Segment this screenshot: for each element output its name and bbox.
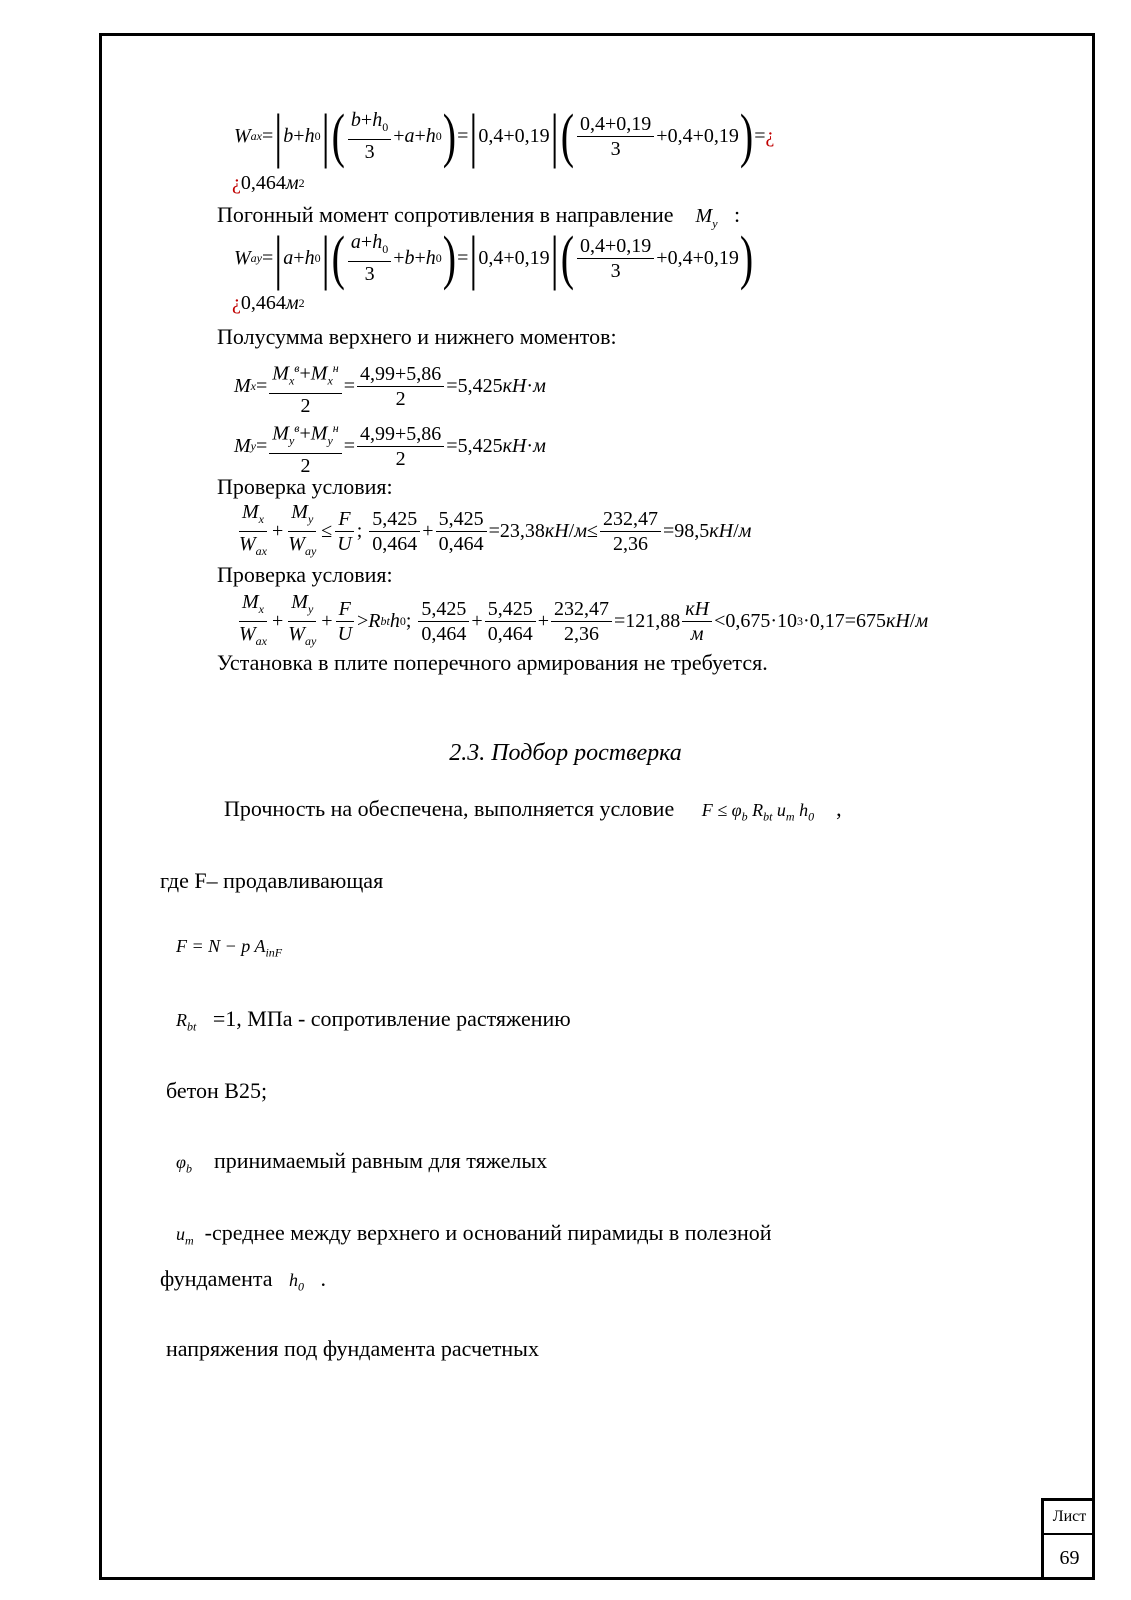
check2-text: Проверка условия:: [217, 562, 393, 587]
half-sum-text: Полусумма верхнего и нижнего моментов:: [217, 324, 617, 349]
equation-way: W ay = | a + h 0 | ( $\frac{a+h_0}{3}$ + b + h 0 ) = | 0,4+0,19 | ( $\frac{0,4+0,19}{3}$ +0,4+0,19 ): [234, 223, 754, 291]
no-reinforcement-text: Установка в плите поперечного армирования не требуется.: [217, 650, 768, 675]
sheet-label: Лист: [1044, 1501, 1095, 1535]
concrete-text: бетон В25;: [166, 1078, 268, 1103]
check1-text: Проверка условия:: [217, 474, 393, 499]
stress-text: напряжения под фундамента расчетных: [166, 1336, 539, 1361]
formula-f: F = N − p $A_{inF}$: [176, 936, 283, 960]
section-heading: 2.3. Подбор ростверка: [449, 740, 682, 766]
strength-condition-text: Прочность на обеспечена, выполняется условие $F \le \varphi_b$ $R_{bt}$ $u_m$ $h_0$ ,: [224, 796, 842, 824]
rbt-text: $R_{bt}$ =1, МПа - сопротивление растяжению: [176, 1006, 571, 1034]
equation-my: M y = $\frac{M_y^в+M_y^н}{2}$ = $\frac{4,99+5,86}{2}$ =5,425 кН · м: [234, 416, 546, 478]
where-f-text: где F– продавливающая: [160, 868, 384, 893]
moment-y-text: Погонный момент сопротивления в направление $M_y$ :: [217, 202, 741, 231]
equation-wax: W ax = | b + h 0 | ( $\frac{b+h_0}{3}$ + a + h 0 ) = | 0,4+0,19 | ( $\frac{0,4+0,19}{3}$ +0,4+0,19 ) = ¿: [234, 101, 775, 169]
equation-check1: $\frac{M_x}{W_{ax}}$ + $\frac{M_y}{W_{ay}}$ ≤ $\frac{F}{U}$ ; $\frac{5,425}{0,464}$ + $\frac{5,425}{0,464}$ =23,38 кН / м ≤ $\frac{232,47}{2,36}$ =98,5 кН / м: [239, 501, 752, 558]
equation-wax-result: ¿ 0,464 м 2: [232, 172, 305, 194]
phi-text: $\varphi_b$ принимаемый равным для тяжелых: [176, 1148, 548, 1176]
equation-check2: $\frac{M_x}{W_{ax}}$ + $\frac{M_y}{W_{ay}}$ + $\frac{F}{U}$ > R bt h 0 ; $\frac{5,425}{0,464}$ + $\frac{5,425}{0,464}$ + $\frac{232,47}{2,36}$ =121,88 $\frac{кН}{м}$ <0,675·10 3 ·0,17=675 кН / м: [239, 591, 929, 648]
equation-mx: M x = $\frac{M_x^в+M_x^н}{2}$ = $\frac{4,99+5,86}{2}$ =5,425 кН · м: [234, 356, 546, 418]
um-text: $u_m$ -среднее между верхнего и оснований пирамиды в полезной: [176, 1220, 772, 1248]
sheet-stamp: [1041, 1498, 1095, 1580]
sheet-number: 69: [1059, 1547, 1080, 1569]
equation-way-result: ¿ 0,464 м 2: [232, 292, 305, 314]
foundation-text: фундамента $h_0$ .: [160, 1266, 327, 1294]
